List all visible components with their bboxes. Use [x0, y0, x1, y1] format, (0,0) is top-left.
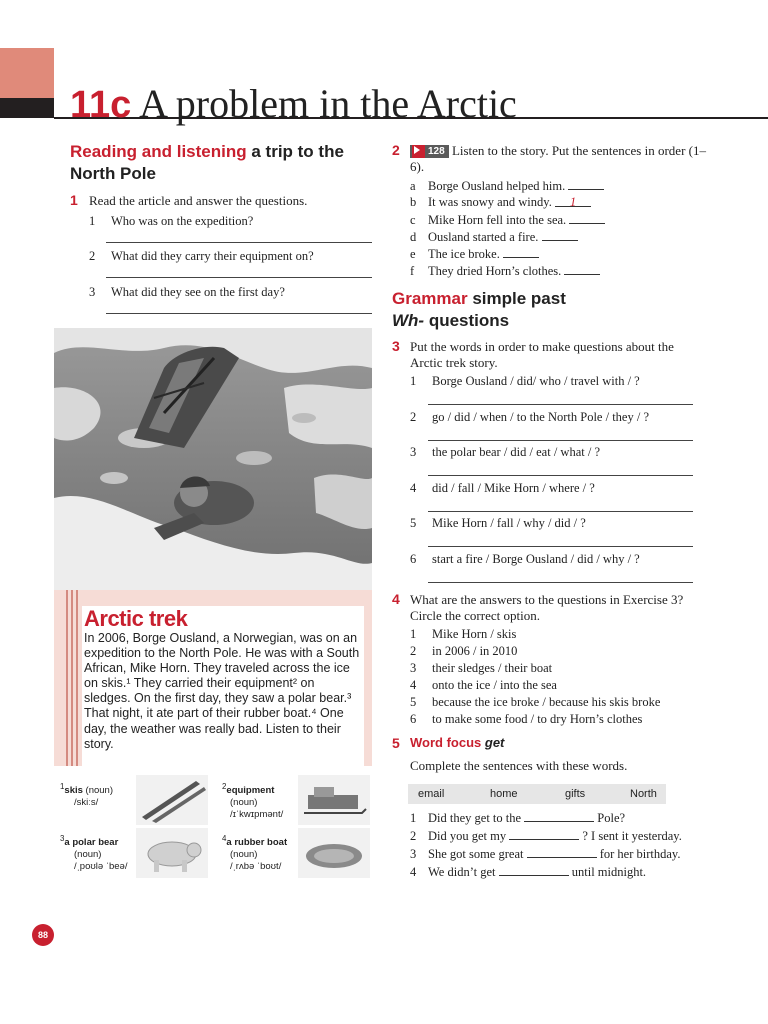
answer-blank[interactable]: [542, 228, 578, 241]
answer-blank[interactable]: [564, 262, 600, 275]
answer-line[interactable]: [106, 242, 372, 243]
arctic-trek-text: In 2006, Borge Ousland, a Norwegian, was on an expedition to the North Pole. He was with a South African, Mike Horn. They traveled across the ice on skis.¹ They carried their equipment² on sledges. On the first day, they saw a polar bear.³ That night, it ate part of their rubber boat.⁴ One day, the weather was really bad. Listen to their story.: [84, 631, 360, 751]
answer-blank[interactable]: [568, 177, 604, 190]
ex2-item: b It was snowy and windy. 1: [410, 194, 591, 211]
ex5-item: 2 Did you get my ? I sent it yesterday.: [410, 829, 682, 843]
ex1-question: 3 What did they see on the first day?: [89, 285, 285, 299]
answer-blank[interactable]: [524, 809, 594, 822]
header-color-block: [0, 48, 54, 98]
section-grammar-heading: Grammar simple past Wh- questions: [392, 289, 566, 330]
ex1-question: 1 Who was on the expedition?: [89, 214, 254, 228]
glossary-item-polar-bear: $^3$a polar bear (noun) /ˌpoʊlə ˈbeə/: [60, 834, 128, 873]
ex3-item: 3 the polar bear / did / eat / what / ?: [410, 445, 600, 459]
ex1-question: 2 What did they carry their equipment on?: [89, 249, 314, 263]
ex3-item: 6 start a fire / Borge Ousland / did / why / ?: [410, 552, 640, 566]
ex4-item[interactable]: 6 to make some food / to dry Horn’s clothes: [410, 712, 643, 726]
ex4-item[interactable]: 1 Mike Horn / skis: [410, 627, 517, 641]
exercise-5-number: 5: [392, 735, 400, 751]
polar-bear-icon: [136, 828, 208, 878]
answer-line[interactable]: [428, 546, 693, 547]
word-north: North: [630, 788, 657, 800]
ex2-item: a Borge Ousland helped him.: [410, 177, 604, 195]
exercise-4: [392, 591, 400, 609]
ex3-item: 2 go / did / when / to the North Pole / they / ?: [410, 410, 649, 424]
answer-blank[interactable]: [569, 211, 605, 224]
ex2-item: c Mike Horn fell into the sea.: [410, 211, 605, 229]
word-focus-heading: Word focus get: [410, 735, 505, 750]
answer-blank[interactable]: [527, 845, 597, 858]
exercise-1-number: 1: [70, 192, 78, 208]
answer-line[interactable]: [428, 511, 693, 512]
ex2-item: d Ousland started a fire.: [410, 228, 578, 246]
exercise-3-number: 3: [392, 338, 400, 354]
skis-icon: [136, 775, 208, 825]
section-reading-black: a trip to the North Pole: [70, 142, 344, 183]
exercise-3-instruction: Put the words in order to make questions about the Arctic trek story.: [410, 339, 674, 370]
answer-blank[interactable]: [499, 863, 569, 876]
ex4-item[interactable]: 5 because the ice broke / because his skis broke: [410, 695, 661, 709]
answer-line[interactable]: [428, 582, 693, 583]
ex5-item: 1 Did they get to the Pole?: [410, 811, 626, 825]
exercise-3: [392, 338, 400, 356]
exercise-2-number: 2: [392, 142, 400, 158]
answer-line[interactable]: [106, 277, 372, 278]
word-home: home: [490, 788, 518, 800]
page-title: [70, 80, 517, 129]
arctic-trek-title: Arctic trek: [84, 606, 188, 631]
answer-line[interactable]: [428, 440, 693, 441]
unit-title: A problem in the Arctic: [139, 81, 517, 126]
audio-track-badge[interactable]: 128: [410, 145, 449, 158]
glossary-item-rubber-boat: $^4$a rubber boat (noun) /ˌrʌbə ˈboʊt/: [222, 834, 288, 873]
word-email: email: [418, 788, 445, 800]
glossary-item-skis: $^1$skis (noun) /skiːs/: [60, 782, 114, 809]
ex5-item: 4 We didn’t get until midnight.: [410, 865, 647, 879]
ex3-item: 1 Borge Ousland / did/ who / travel with / ?: [410, 374, 640, 388]
word-box: [408, 784, 666, 804]
arctic-expedition-photo: [54, 328, 372, 590]
ex4-item[interactable]: 4 onto the ice / into the sea: [410, 678, 557, 692]
answer-blank[interactable]: [509, 827, 579, 840]
sledge-equipment-icon: [298, 775, 370, 825]
exercise-1: [70, 192, 78, 210]
answer-blank[interactable]: [503, 245, 539, 258]
exercise-5: [392, 735, 400, 753]
ex2-item: f They dried Horn’s clothes.: [410, 262, 600, 280]
answer-line[interactable]: [106, 313, 372, 314]
answer-blank[interactable]: 1: [555, 194, 591, 207]
exercise-4-number: 4: [392, 591, 400, 607]
exercise-2: [392, 142, 400, 160]
ex4-item[interactable]: 3 their sledges / their boat: [410, 661, 553, 675]
exercise-5-instruction: Complete the sentences with these words.: [410, 758, 628, 773]
word-gifts: gifts: [565, 788, 586, 800]
ex3-item: 5 Mike Horn / fall / why / did / ?: [410, 516, 586, 530]
answer-line[interactable]: [428, 404, 693, 405]
glossary-item-equipment: $^2$equipment (noun) /ɪˈkwɪpmənt/: [222, 782, 284, 821]
rubber-boat-icon: [298, 828, 370, 878]
play-icon: [414, 146, 420, 154]
header-dark-bar: [0, 98, 54, 118]
page-number: 88: [32, 924, 54, 946]
section-reading-red: Reading and listening: [70, 142, 247, 161]
section-reading-heading: [70, 141, 370, 185]
ex2-item: e The ice broke.: [410, 245, 539, 263]
exercise-1-instruction: Read the article and answer the questions.: [89, 193, 308, 208]
unit-code: 11c: [70, 84, 132, 126]
ex5-item: 3 She got some great for her birthday.: [410, 847, 681, 861]
answer-line[interactable]: [428, 475, 693, 476]
exercise-4-instruction: What are the answers to the questions in Exercise 3? Circle the correct option.: [410, 592, 684, 623]
exercise-2-instruction: 128 Listen to the story. Put the sentences in order (1–6).: [410, 143, 706, 174]
ex4-item[interactable]: 2 in 2006 / in 2010: [410, 644, 518, 658]
ex3-item: 4 did / fall / Mike Horn / where / ?: [410, 481, 595, 495]
